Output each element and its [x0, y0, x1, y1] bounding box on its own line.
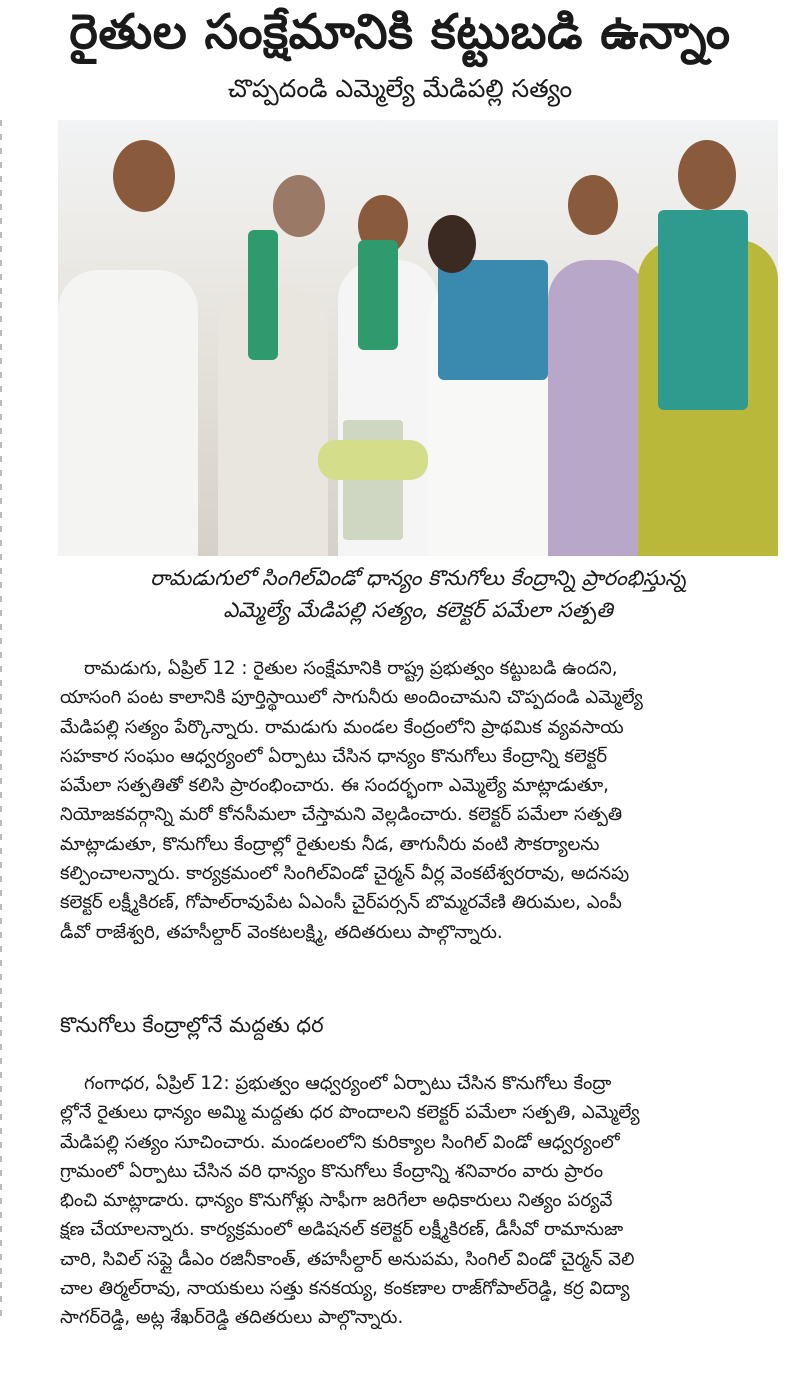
photo-figure-head	[568, 175, 618, 235]
paragraph-line: ల్లోనే రైతులు ధాన్యం అమ్మి మద్దతు ధర పొందాలని కలెక్టర్ పమేలా సత్పతి, ఎమ్మెల్యే	[60, 1102, 640, 1124]
photo-caption-line: ఎమ్మెల్యే మేడిపల్లి సత్యం, కలెక్టర్ పమేలా సత్పతి	[223, 598, 613, 622]
paragraph-line: మేడిపల్లి సత్యం పేర్కొన్నారు. రామడుగు మండల కేంద్రంలోని ప్రాథమిక వ్యవసాయ	[60, 716, 624, 738]
article-subheadline: చొప్పదండి ఎమ్మెల్యే మేడిపల్లి సత్యం	[227, 74, 573, 103]
paragraph-line: చారి, సివిల్ సప్లై డీఎం రజినీకాంత్, తహసీల్దార్ అనుపమ, సింగిల్ విండో చైర్మన్ వెలి	[60, 1248, 635, 1270]
paragraph-line: భించి మాట్లాడారు. ధాన్యం కొనుగోళ్లు సాఫీగా జరిగేలా అధికారులు నిత్యం పర్యవే	[60, 1190, 613, 1212]
photo-green-scarf	[248, 230, 278, 360]
photo-ceremony-stand	[343, 420, 403, 540]
paragraph-line: నియోజకవర్గాన్ని మరో కోనసీమలా చేస్తామని వెల్లడించారు. కలెక్టర్ పమేలా సత్పతి	[60, 804, 623, 826]
photo-green-scarf	[358, 240, 398, 350]
photo-caption	[58, 562, 778, 626]
paragraph-line: క్షణ చేయాలన్నారు. కార్యక్రమంలో అడిషనల్ కలెక్టర్ లక్ష్మీకిరణ్, డీసీవో రామానుజా	[60, 1219, 624, 1241]
article-photo	[58, 120, 778, 556]
paragraph-line: యాసంగి పంట కాలానికి పూర్తిస్థాయిలో సాగునీరు అందించామని చొప్పదండి ఎమ్మెల్యే	[60, 687, 643, 709]
paragraph-line: సాగర్‌రెడ్డి, అట్ల శేఖర్‌రెడ్డి తదితరులు పాల్గొన్నారు.	[60, 1307, 404, 1329]
paragraph-line: సహకార సంఘం ఆధ్వర్యంలో ఏర్పాటు చేసిన ధాన్యం కొనుగోలు కేంద్రాన్ని కలెక్టర్	[60, 745, 608, 767]
paragraph-line: మేడిపల్లి సత్యం సూచించారు. మండలంలోని కురిక్యాల సింగిల్ విండో ఆధ్వర్యంలో	[60, 1131, 620, 1153]
article-paragraph-1	[60, 654, 780, 947]
photo-figure	[58, 270, 198, 556]
article-subheading: కొనుగోలు కేంద్రాల్లోనే మద్దతు ధర	[60, 1013, 324, 1037]
paragraph-line: పమేలా సత్పతితో కలిసి ప్రారంభించారు. ఈ సందర్భంగా ఎమ్మెల్యే మాట్లాడుతూ,	[60, 775, 609, 797]
paragraph-line: చాల తిర్మల్‌రావు, నాయకులు సత్తు కనకయ్య, కంకణాల రాజ్‌గోపాల్‌రెడ్డి, కర్ర విద్యా	[60, 1278, 630, 1300]
paragraph-line: కల్పించాలన్నారు. కార్యక్రమంలో సింగిల్‌విండో చైర్మన్ వీర్ల వెంకటేశ్వరరావు, అదనపు	[60, 863, 630, 885]
photo-figure-head	[678, 140, 736, 210]
article-headline: రైతుల సంక్షేమానికి కట్టుబడి ఉన్నాం	[69, 4, 731, 60]
photo-green-scarf	[658, 210, 748, 410]
paragraph-line: డీవో రాజేశ్వరి, తహసీల్దార్ వెంకటలక్ష్మి, తదితరులు పాల్గొన్నారు.	[60, 921, 503, 943]
photo-figure-head	[428, 215, 476, 273]
photo-figure-head	[113, 140, 175, 212]
photo-blue-dupatta	[438, 260, 548, 380]
photo-caption-line: రామడుగులో సింగిల్‌విండో ధాన్యం కొనుగోలు కేంద్రాన్ని ప్రారంభిస్తున్న	[150, 566, 686, 590]
paragraph-line: మాట్లాడుతూ, కొనుగోలు కేంద్రాల్లో రైతులకు నీడ, తాగునీరు వంటి సౌకర్యాలను	[60, 833, 600, 855]
paragraph-line: గంగాధర, ఏప్రిల్ 12: ప్రభుత్వం ఆధ్వర్యంలో ఏర్పాటు చేసిన కొనుగోలు కేంద్రా	[84, 1073, 612, 1094]
photo-flower-garland	[318, 440, 428, 480]
photo-figure-head	[273, 175, 325, 237]
article-paragraph-2	[60, 1069, 780, 1333]
paragraph-line: కలెక్టర్ లక్ష్మీకిరణ్, గోపాల్‌రావుపేట ఏఎంసీ చైర్‌పర్సన్ బొమ్మరవేణి తిరుమల, ఎంపీ	[60, 892, 622, 914]
page-edge-rule	[0, 120, 2, 1320]
paragraph-line: రామడుగు, ఏప్రిల్ 12 : రైతుల సంక్షేమానికి రాష్ట్ర ప్రభుత్వం కట్టుబడి ఉందని,	[84, 658, 618, 679]
photo-figure	[548, 260, 648, 556]
paragraph-line: గ్రామంలో ఏర్పాటు చేసిన వరి ధాన్యం కొనుగోలు కేంద్రాన్ని శనివారం వారు ప్రారం	[60, 1160, 604, 1182]
